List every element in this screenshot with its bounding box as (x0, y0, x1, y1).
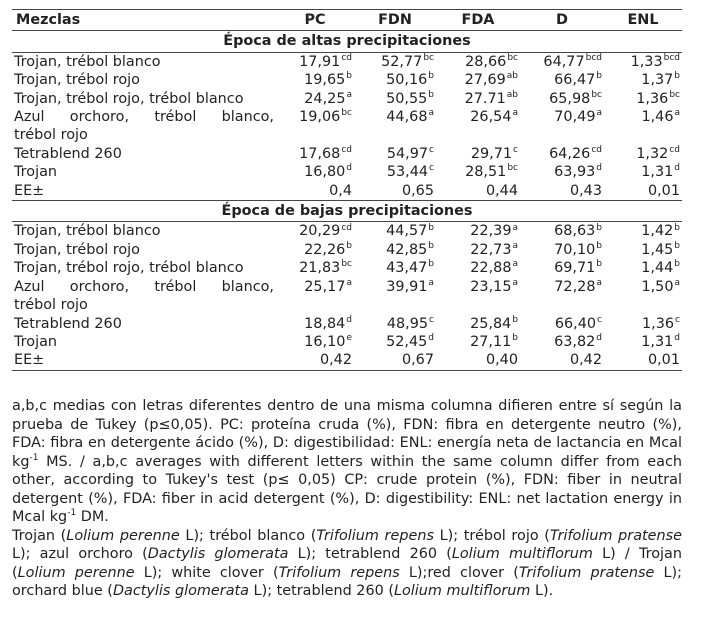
cell-value: 66,40 (554, 315, 597, 332)
table-header-row (12, 10, 682, 31)
cell-value: 1,31 (641, 333, 674, 350)
significance-letters: c (675, 314, 680, 325)
cell-value: 70,10 (554, 241, 596, 258)
cell-value: 68,63 (554, 223, 596, 240)
value-cell (604, 222, 682, 241)
significance-letters: bc (341, 108, 352, 119)
value-cell (276, 222, 354, 241)
cell-value: 1,50 (641, 278, 674, 295)
table-row (12, 241, 682, 259)
value-cell (520, 71, 604, 89)
cell-value: 64,77 (543, 53, 585, 70)
significance-letters: a (596, 277, 602, 288)
value-cell (520, 278, 604, 315)
cell-value: 1,45 (641, 241, 674, 258)
cell-value: 1,31 (641, 164, 674, 181)
cell-value: 39,91 (386, 278, 428, 295)
significance-letters: b (428, 71, 434, 82)
value-cell (604, 241, 682, 259)
cell-value: 54,97 (386, 145, 429, 162)
value-cell (436, 90, 520, 108)
significance-letters: d (346, 314, 352, 325)
row-label-line: trébol rojo (14, 127, 88, 144)
cell-value: 64,26 (549, 145, 591, 162)
cell-value: 50,16 (386, 72, 428, 89)
cell-value: 17,91 (299, 53, 341, 70)
significance-letters: a (512, 222, 518, 233)
table-row (12, 333, 682, 351)
row-label: EE± (12, 182, 276, 201)
value-cell (276, 52, 354, 71)
row-label: Trojan (14, 333, 58, 350)
species-note: Trojan (Lolium perenne L); trébol blanco (Trifolium repens L); trébol rojo (Trifolium pratense L); azul orchoro (Dactylis glomerata L); tetrablend 260 (Lolium multiflorum L) / Trojan (Lolium perenne L); white clover (Trifolium repens L);red clover (Trifolium pratense L); orchard blue (Dactylis glomerata L); tetrablend 260 (Lolium multiflorum L). (12, 527, 683, 599)
cell-value: 24,25 (304, 90, 346, 107)
cell-value: 0,67 (401, 352, 434, 369)
cell-value: 19,06 (299, 109, 341, 126)
significance-letters: b (596, 241, 602, 252)
significance-letters: a (428, 108, 434, 119)
cell-value: 28,66 (465, 53, 507, 70)
cell-value: 50,55 (386, 90, 428, 107)
value-cell (604, 163, 682, 181)
value-cell (354, 351, 436, 370)
column-header-pc: PC (276, 10, 354, 31)
cell-value: 27,69 (464, 72, 506, 89)
value-cell (354, 182, 436, 201)
value-cell (604, 182, 682, 201)
significance-letters: bcd (585, 53, 602, 64)
significance-letters: b (674, 259, 680, 270)
significance-letters: b (596, 259, 602, 270)
table-row (12, 278, 682, 315)
value-cell (520, 315, 604, 333)
row-label-line: Azul orchoro, trébol blanco, (14, 278, 274, 295)
significance-letters: a (512, 241, 518, 252)
value-cell (436, 52, 520, 71)
value-cell (436, 351, 520, 370)
cell-value: 1,42 (641, 223, 674, 240)
cell-value: 0,65 (401, 182, 434, 199)
table-notes (12, 397, 682, 601)
value-cell (520, 52, 604, 71)
cell-value: 42,85 (386, 241, 428, 258)
value-cell (436, 333, 520, 351)
cell-value: 20,29 (299, 223, 341, 240)
value-cell (604, 71, 682, 89)
table-row (12, 351, 682, 370)
value-cell (520, 222, 604, 241)
cell-value: 1,36 (636, 90, 669, 107)
value-cell (520, 108, 604, 145)
significance-letters: b (346, 241, 352, 252)
significance-letters: bc (423, 53, 434, 64)
value-cell (276, 241, 354, 259)
value-cell (520, 351, 604, 370)
value-cell (276, 278, 354, 315)
value-cell (276, 333, 354, 351)
section-title: Época de bajas precipitaciones (12, 201, 682, 222)
row-label: EE± (12, 351, 276, 370)
row-label: Trojan, trébol blanco (14, 53, 161, 70)
cell-value: 0,42 (569, 352, 602, 369)
value-cell (520, 259, 604, 277)
significance-letters: d (674, 163, 680, 174)
table-row (12, 90, 682, 108)
value-cell (354, 333, 436, 351)
value-cell (436, 163, 520, 181)
cell-value: 21,83 (299, 260, 341, 277)
significance-letters: bc (341, 259, 352, 270)
significance-letters: d (346, 163, 352, 174)
cell-value: 1,36 (642, 315, 675, 332)
cell-value: 1,37 (641, 72, 674, 89)
cell-value: 26,54 (470, 109, 512, 126)
cell-value: 52,77 (381, 53, 423, 70)
table-row (12, 71, 682, 89)
significance-letters: cd (341, 53, 352, 64)
row-label (12, 278, 276, 315)
cell-value: 52,45 (386, 333, 428, 350)
row-label (12, 108, 276, 145)
cell-value: 72,28 (554, 278, 596, 295)
value-cell (436, 259, 520, 277)
cell-value: 19,65 (304, 72, 346, 89)
significance-letters: b (428, 89, 434, 100)
significance-letters: c (597, 314, 602, 325)
row-label-line: trébol rojo (14, 297, 88, 314)
column-header-fdn: FDN (354, 10, 436, 31)
significance-letters: a (512, 277, 518, 288)
cell-value: 66,47 (554, 72, 596, 89)
significance-letters: a (346, 277, 352, 288)
value-cell (276, 71, 354, 89)
cell-value: 0,44 (485, 182, 518, 199)
significance-letters: c (513, 145, 518, 156)
value-cell (354, 259, 436, 277)
table-row (12, 163, 682, 181)
cell-value: 18,84 (304, 315, 346, 332)
significance-letters: cd (341, 222, 352, 233)
significance-letters: d (674, 333, 680, 344)
significance-letters: bc (591, 89, 602, 100)
cell-value: 22,39 (470, 223, 512, 240)
row-label: Tetrablend 260 (14, 145, 122, 162)
value-cell (354, 90, 436, 108)
value-cell (604, 145, 682, 163)
value-cell (354, 241, 436, 259)
value-cell (354, 52, 436, 71)
significance-letters: ab (506, 89, 518, 100)
significance-letters: bc (669, 89, 680, 100)
value-cell (604, 351, 682, 370)
value-cell (436, 108, 520, 145)
value-cell (276, 145, 354, 163)
cell-value: 16,80 (304, 164, 346, 181)
column-header-mezclas: Mezclas (12, 10, 276, 31)
cell-value: 43,47 (386, 260, 428, 277)
column-header-d: D (520, 10, 604, 31)
value-cell (520, 163, 604, 181)
significance-letters: a (512, 259, 518, 270)
significance-letters: bc (507, 163, 518, 174)
cell-value: 16,10 (304, 333, 346, 350)
significance-letters: cd (669, 145, 680, 156)
significance-letters: d (428, 333, 434, 344)
cell-value: 0,40 (485, 352, 518, 369)
value-cell (354, 108, 436, 145)
row-label-line: Azul orchoro, trébol blanco, (14, 109, 274, 126)
significance-letters: d (596, 163, 602, 174)
cell-value: 0,4 (329, 182, 352, 199)
value-cell (436, 145, 520, 163)
cell-value: 63,82 (554, 333, 596, 350)
table-row (12, 182, 682, 201)
significance-letters: b (674, 71, 680, 82)
cell-value: 1,44 (641, 260, 674, 277)
value-cell (354, 145, 436, 163)
cell-value: 44,57 (386, 223, 428, 240)
table-row (12, 145, 682, 163)
cell-value: 29,71 (470, 145, 513, 162)
value-cell (436, 315, 520, 333)
significance-letters: d (596, 333, 602, 344)
value-cell (354, 222, 436, 241)
cell-value: 22,73 (470, 241, 512, 258)
significance-letters: a (674, 108, 680, 119)
cell-value: 69,71 (554, 260, 596, 277)
abbreviation-note: a,b,c medias con letras diferentes dentro de una misma columna difieren entre sí según la prueba de Tukey (p≤0,05). PC: proteína cruda (%), FDN: fibra en detergente neutro (%), FDA: fibra en detergente ácido (%), D: digestibilidad: ENL: energía neta de lactancia en Mcal $kg^{-1}$ MS. / a,b,c averages with different letters within the same column differ from each other, according to Tukey's test (p≤ 0,05) CP: crude protein (%), FDN: fiber in neutral detergent (%), FDA: fiber in acid detergent (%), D: digestibility: ENL: net lactation energy in Mcal $kg^{-1}$ DM. (12, 398, 682, 525)
table-row (12, 52, 682, 71)
significance-letters: e (346, 333, 352, 344)
significance-letters: b (596, 71, 602, 82)
significance-letters: c (429, 145, 434, 156)
table-row (12, 259, 682, 277)
value-cell (276, 182, 354, 201)
cell-value: 63,93 (554, 164, 596, 181)
column-header-fda: FDA (436, 10, 520, 31)
value-cell (520, 333, 604, 351)
section-title-row (12, 31, 682, 52)
row-label: Tetrablend 260 (14, 315, 122, 332)
value-cell (604, 52, 682, 71)
value-cell (436, 241, 520, 259)
value-cell (354, 163, 436, 181)
value-cell (520, 182, 604, 201)
section-title: Época de altas precipitaciones (12, 31, 682, 52)
value-cell (436, 278, 520, 315)
value-cell (520, 90, 604, 108)
table-row (12, 315, 682, 333)
significance-letters: b (512, 314, 518, 325)
cell-value: 25,84 (470, 315, 512, 332)
column-header-enl: ENL (604, 10, 682, 31)
significance-letters: a (346, 89, 352, 100)
value-cell (520, 241, 604, 259)
significance-letters: ab (506, 71, 518, 82)
cell-value: 0,01 (647, 182, 680, 199)
significance-letters: a (596, 108, 602, 119)
significance-letters: bcd (663, 53, 680, 64)
value-cell (354, 315, 436, 333)
cell-value: 48,95 (386, 315, 429, 332)
significance-letters: c (429, 314, 434, 325)
row-label: Trojan, trébol rojo (14, 241, 140, 258)
cell-value: 22,26 (304, 241, 346, 258)
cell-value: 28,51 (465, 164, 507, 181)
results-table (12, 9, 682, 371)
cell-value: 27.71 (464, 90, 506, 107)
significance-letters: cd (591, 145, 602, 156)
section-title-row (12, 201, 682, 222)
value-cell (276, 315, 354, 333)
significance-letters: b (674, 222, 680, 233)
row-label: Trojan (14, 164, 58, 181)
value-cell (520, 145, 604, 163)
cell-value: 53,44 (386, 164, 429, 181)
significance-letters: b (674, 241, 680, 252)
value-cell (276, 163, 354, 181)
row-label: Trojan, trébol rojo (14, 72, 140, 89)
value-cell (276, 259, 354, 277)
row-label: Trojan, trébol rojo, trébol blanco (14, 260, 244, 277)
cell-value: 0,43 (569, 182, 602, 199)
significance-letters: bc (507, 53, 518, 64)
value-cell (276, 90, 354, 108)
cell-value: 27,11 (470, 333, 512, 350)
value-cell (436, 182, 520, 201)
row-label: Trojan, trébol rojo, trébol blanco (14, 90, 244, 107)
significance-letters: a (674, 277, 680, 288)
significance-letters: b (428, 241, 434, 252)
cell-value: 1,33 (630, 53, 663, 70)
significance-letters: b (512, 333, 518, 344)
value-cell (604, 333, 682, 351)
cell-value: 1,32 (636, 145, 669, 162)
value-cell (604, 315, 682, 333)
significance-letters: cd (341, 145, 352, 156)
cell-value: 17,68 (299, 145, 341, 162)
cell-value: 65,98 (549, 90, 591, 107)
value-cell (604, 90, 682, 108)
value-cell (354, 71, 436, 89)
significance-letters: c (429, 163, 434, 174)
table-row (12, 222, 682, 241)
cell-value: 70,49 (554, 109, 596, 126)
cell-value: 1,46 (641, 109, 674, 126)
row-label: Trojan, trébol blanco (14, 223, 161, 240)
cell-value: 25,17 (304, 278, 346, 295)
table-row (12, 108, 682, 145)
value-cell (604, 108, 682, 145)
cell-value: 44,68 (386, 109, 428, 126)
significance-letters: b (428, 259, 434, 270)
significance-letters: b (428, 222, 434, 233)
value-cell (436, 222, 520, 241)
value-cell (276, 351, 354, 370)
cell-value: 0,42 (319, 352, 352, 369)
cell-value: 23,15 (470, 278, 512, 295)
value-cell (604, 278, 682, 315)
value-cell (436, 71, 520, 89)
value-cell (354, 278, 436, 315)
significance-letters: a (512, 108, 518, 119)
significance-letters: b (346, 71, 352, 82)
value-cell (604, 259, 682, 277)
significance-letters: b (596, 222, 602, 233)
cell-value: 0,01 (647, 352, 680, 369)
significance-letters: a (428, 277, 434, 288)
cell-value: 22,88 (470, 260, 512, 277)
value-cell (276, 108, 354, 145)
